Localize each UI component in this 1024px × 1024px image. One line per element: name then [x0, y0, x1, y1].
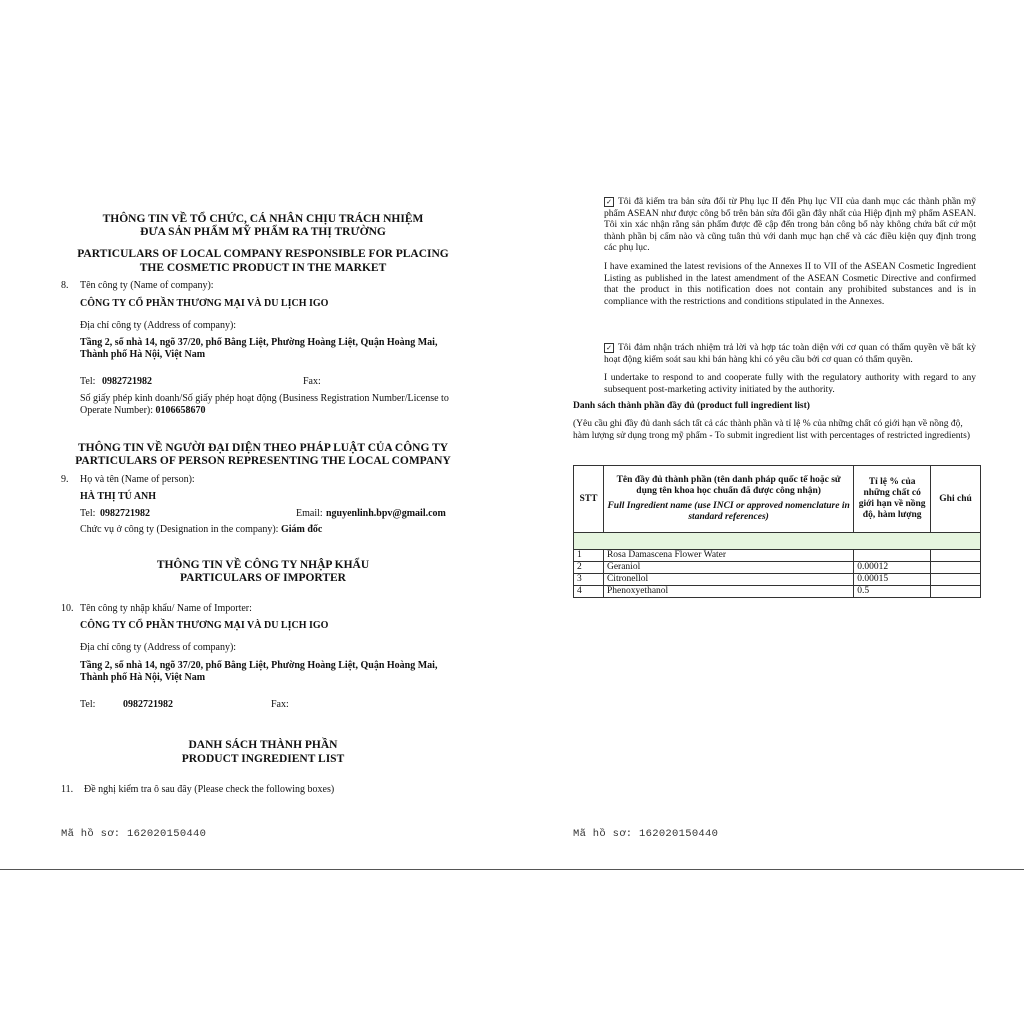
- ingredient-table-header: [574, 466, 981, 533]
- tel-label: Tel:: [80, 376, 96, 387]
- page-divider-line: [0, 869, 1024, 870]
- cell-ingredient-name: Rosa Damascena Flower Water: [603, 550, 853, 562]
- importer-address-line2: Thành phố Hà Nội, Việt Nam: [80, 672, 206, 683]
- item-number-10: 10.: [61, 603, 74, 614]
- fax-label: Fax:: [303, 376, 321, 387]
- cell-note: [931, 574, 981, 586]
- importer-tel: 0982721982: [123, 699, 173, 710]
- col-header-note: Ghi chú: [931, 466, 981, 533]
- cell-ingredient-name: Citronellol: [603, 574, 853, 586]
- ingredient-list-title: Danh sách thành phần đầy đủ (product full ingredient list): [573, 401, 810, 411]
- importer-name: CÔNG TY CỔ PHẦN THƯƠNG MẠI VÀ DU LỊCH IGO: [80, 620, 329, 631]
- cell-ingredient-name: Phenoxyethanol: [603, 586, 853, 598]
- person-name: HÀ THỊ TÚ ANH: [80, 491, 157, 502]
- section-title-importer-vn: THÔNG TIN VỀ CÔNG TY NHẬP KHẨU: [156, 559, 370, 571]
- email-value: nguyenlinh.bpv@gmail.com: [326, 508, 446, 519]
- ingredient-list-note: (Yêu cầu ghi đầy đủ danh sách tất cả các thành phần và tỉ lệ % của những chất có giới hạn về nồng độ, hàm lượng sử dụng trong mỹ phẩm - To submit ingredient list with percentages of restricted ingredients): [573, 419, 971, 441]
- checkbox-checked-icon: ✓: [604, 343, 614, 353]
- section-title-company-vn-1: THÔNG TIN VỀ TỔ CHỨC, CÁ NHÂN CHỊU TRÁCH NHIỆM: [102, 213, 424, 225]
- importer-name-label: Tên công ty nhập khẩu/ Name of Importer:: [80, 603, 252, 614]
- cell-stt: 1: [574, 550, 604, 562]
- company-tel: 0982721982: [102, 376, 152, 387]
- email-label: Email:: [296, 508, 323, 519]
- cell-note: [931, 562, 981, 574]
- section-title-company-en-2: THE COSMETIC PRODUCT IN THE MARKET: [139, 262, 387, 274]
- file-code-left: Mã hồ sơ: 162020150440: [61, 828, 207, 840]
- section-title-representative-en: PARTICULARS OF PERSON REPRESENTING THE LOCAL COMPANY: [75, 455, 451, 467]
- declaration-2-en: I undertake to respond to and cooperate fully with the regulatory authority with regard to any subsequent post-marketing activity initiated by the authority.: [604, 373, 976, 395]
- company-address-line1: Tầng 2, số nhà 14, ngõ 37/20, phố Bằng Liệt, Phường Hoàng Liệt, Quận Hoàng Mai,: [80, 337, 438, 348]
- section-title-representative-vn: THÔNG TIN VỀ NGƯỜI ĐẠI DIỆN THEO PHÁP LUẬT CỦA CÔNG TY: [77, 442, 449, 454]
- table-row: [574, 562, 981, 574]
- company-address-line2: Thành phố Hà Nội, Việt Nam: [80, 349, 206, 360]
- section-title-ingredients-en: PRODUCT INGREDIENT LIST: [181, 753, 345, 765]
- section-title-importer-en: PARTICULARS OF IMPORTER: [180, 572, 346, 584]
- company-name-label: Tên công ty (Name of company):: [80, 280, 214, 291]
- cell-stt: 2: [574, 562, 604, 574]
- cell-stt: 4: [574, 586, 604, 598]
- cell-stt: 3: [574, 574, 604, 586]
- cell-ingredient-name: Geraniol: [603, 562, 853, 574]
- highlight-row: [574, 533, 981, 550]
- importer-address-line1: Tầng 2, số nhà 14, ngõ 37/20, phố Bằng Liệt, Phường Hoàng Liệt, Quận Hoàng Mai,: [80, 660, 438, 671]
- item-number-8: 8.: [61, 280, 69, 291]
- col-header-stt: STT: [574, 466, 604, 533]
- item-number-11: 11.: [61, 784, 74, 795]
- table-row: [574, 586, 981, 598]
- designation-label: Chức vụ ở công ty (Designation in the company): Giám đốc: [80, 524, 323, 535]
- item-number-9: 9.: [61, 474, 69, 485]
- company-name: CÔNG TY CỔ PHẦN THƯƠNG MẠI VÀ DU LỊCH IGO: [80, 298, 329, 309]
- importer-tel-label: Tel:: [80, 699, 96, 710]
- ingredient-table-spacer-row: [574, 533, 981, 550]
- license-number: 0106658670: [155, 405, 206, 416]
- license-label-line1: Số giấy phép kinh doanh/Số giấy phép hoạt động (Business Registration Number/License to: [80, 393, 449, 404]
- cell-percent: 0.5: [854, 586, 931, 598]
- table-row: [574, 574, 981, 586]
- section-title-ingredients-vn: DANH SÁCH THÀNH PHẦN: [188, 739, 338, 751]
- check-boxes-instruction: Đề nghị kiểm tra ô sau đây (Please check the following boxes): [84, 784, 335, 795]
- declaration-1-en: I have examined the latest revisions of the Annexes II to VII of the ASEAN Cosmetic Ingredient Listing as published in the latest amendment of the ASEAN Cosmetic Directive and confirmed that the product in this notification does not contain any prohibited substances and is in compliance with the restrictions and conditions stipulated in the Annexes.: [604, 262, 976, 307]
- col-header-percent: Tỉ lệ % của những chất có giới hạn về nồng độ, hàm lượng: [854, 466, 931, 533]
- table-row: [574, 550, 981, 562]
- person-name-label: Họ và tên (Name of person):: [80, 474, 195, 485]
- company-address-label: Địa chỉ công ty (Address of company):: [80, 320, 237, 331]
- cell-percent: 0.00012: [854, 562, 931, 574]
- importer-fax-label: Fax:: [271, 699, 289, 710]
- cell-note: [931, 550, 981, 562]
- col-header-name-en: Full Ingredient name (use INCI or approved nomenclature in standard references): [607, 501, 850, 522]
- cell-percent: [854, 550, 931, 562]
- col-header-name: [603, 466, 853, 533]
- section-title-company-en-1: PARTICULARS OF LOCAL COMPANY RESPONSIBLE FOR PLACING: [77, 248, 449, 260]
- person-tel-label: Tel:: [80, 508, 96, 519]
- designation-value: Giám đốc: [280, 524, 323, 535]
- checkbox-checked-icon: ✓: [604, 197, 614, 207]
- file-code-right: Mã hồ sơ: 162020150440: [573, 828, 719, 840]
- cell-percent: 0.00015: [854, 574, 931, 586]
- col-header-name-vn: Tên đầy đủ thành phần (tên danh pháp quốc tế hoặc sử dụng tên khoa học chuẩn đã được công nhận): [616, 475, 841, 496]
- declaration-2-vn: ✓ Tôi đảm nhận trách nhiệm trả lời và hợp tác toàn diện với cơ quan có thẩm quyền về bất kỳ hoạt động kiểm soát sau khi bán hàng khi có yêu cầu bởi cơ quan có thẩm quyền.: [604, 343, 976, 365]
- section-title-company-vn-2: ĐƯA SẢN PHẨM MỸ PHẨM RA THỊ TRƯỜNG: [140, 226, 386, 238]
- license-label-line2: Operate Number): 0106658670: [80, 405, 206, 416]
- declaration-1-vn: ✓ Tôi đã kiểm tra bản sửa đổi từ Phụ lục II đến Phụ lục VII của danh mục các thành phần mỹ phẩm ASEAN như được công bố trên bản sửa đổi gần đây nhất của Hiệp định mỹ phẩm ASEAN. Tôi xin xác nhận rằng sản phẩm được đề cập đến trong bản công bố này không chứa bất cứ một thành phần bị cấm nào và cũng tuân thủ với danh mục hạn chế và các điều kiện quy định trong các phụ lục.: [604, 197, 976, 253]
- cell-note: [931, 586, 981, 598]
- person-tel: 0982721982: [100, 508, 150, 519]
- ingredient-table: [573, 465, 981, 598]
- importer-address-label: Địa chỉ công ty (Address of company):: [80, 642, 237, 653]
